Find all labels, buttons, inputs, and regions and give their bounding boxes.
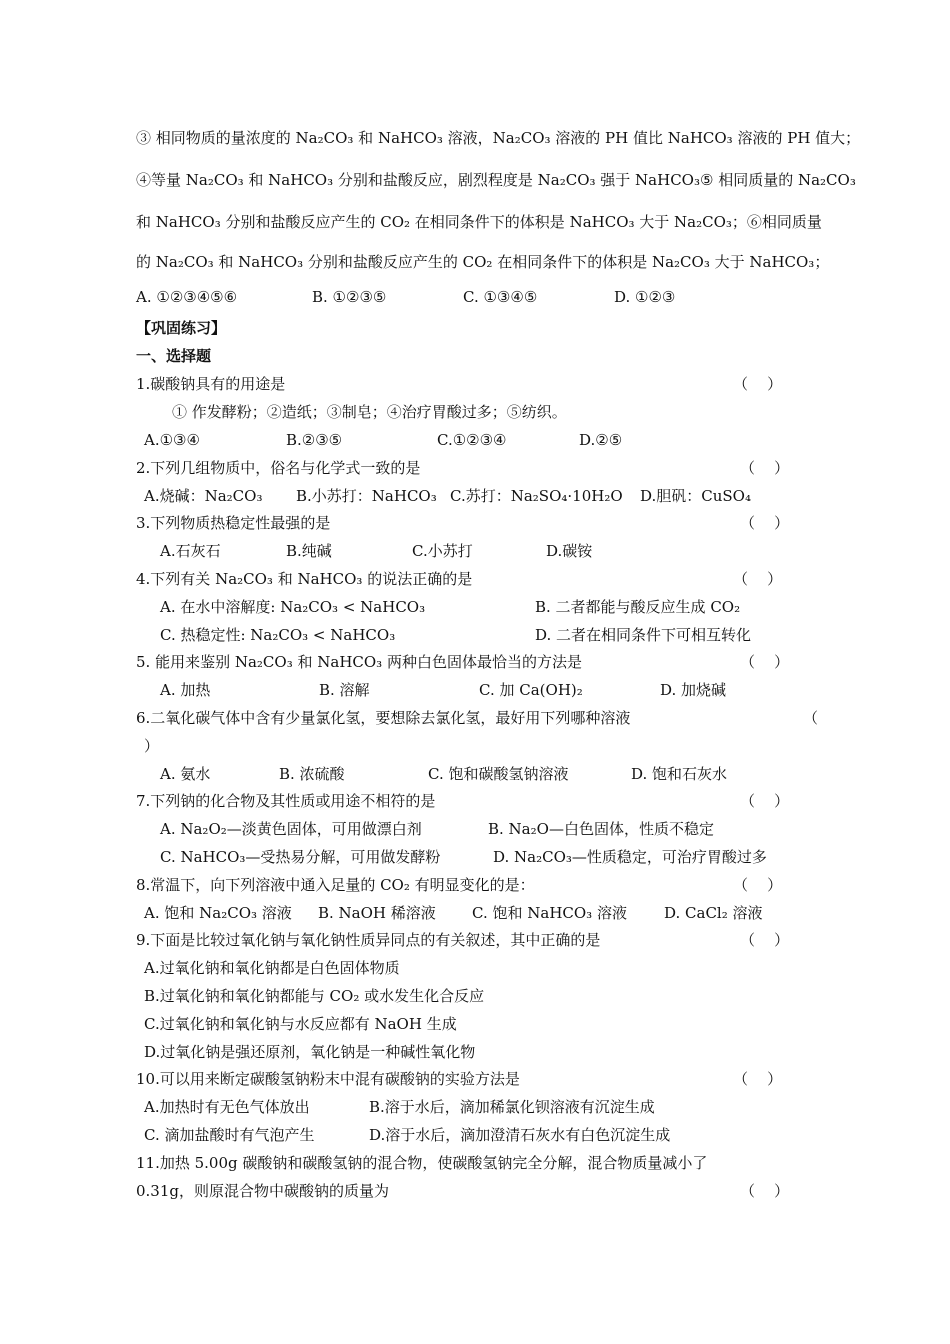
- q2-option-b: B.小苏打：NaHCO₃: [296, 487, 437, 505]
- q7-option-b: B. Na₂O—白色固体，性质不稳定: [488, 820, 714, 838]
- q3-option-d: D.碳铵: [546, 542, 593, 560]
- q3-option-a: A.石灰石: [160, 542, 221, 560]
- section-subtitle: 一、选择题: [136, 347, 212, 365]
- q7-option-a: A. Na₂O₂—淡黄色固体，可用做漂白剂: [160, 820, 422, 838]
- q6-option-c: C. 饱和碳酸氢钠溶液: [428, 765, 569, 783]
- q2-option-c: C.苏打：Na₂SO₄·10H₂O: [450, 487, 623, 505]
- q10-option-d: D.溶于水后，滴加澄清石灰水有白色沉淀生成: [369, 1126, 671, 1144]
- q8-answer-blank: （ ）: [733, 876, 783, 894]
- q4-option-d: D. 二者在相同条件下可相互转化: [535, 626, 752, 644]
- q8-option-b: B. NaOH 稀溶液: [318, 904, 436, 922]
- q5-option-a: A. 加热: [160, 681, 211, 699]
- q4-answer-blank: （ ）: [733, 570, 783, 588]
- q7-stem: 7.下列钠的化合物及其性质或用途不相符的是: [136, 792, 436, 810]
- q2-answer-blank: （ ）: [740, 459, 790, 477]
- q6-option-b: B. 浓硫酸: [279, 765, 345, 783]
- q2-option-d: D.胆矾：CuSO₄: [640, 487, 751, 505]
- q9-answer-blank: （ ）: [740, 931, 790, 949]
- q1-option-d: D.②⑤: [579, 431, 623, 449]
- q11-answer-blank: （ ）: [740, 1182, 790, 1200]
- q2-option-a: A.烧碱：Na₂CO₃: [144, 487, 263, 505]
- q5-option-b: B. 溶解: [319, 681, 370, 699]
- q4-stem: 4.下列有关 Na₂CO₃ 和 NaHCO₃ 的说法正确的是: [136, 570, 473, 588]
- q5-option-d: D. 加烧碱: [660, 681, 727, 699]
- q5-option-c: C. 加 Ca(OH)₂: [479, 681, 583, 699]
- q8-stem: 8.常温下，向下列溶液中通入足量的 CO₂ 有明显变化的是：: [136, 876, 535, 894]
- q9-option-d: D.过氧化钠是强还原剂，氧化钠是一种碱性氧化物: [144, 1043, 476, 1061]
- q10-option-b: B.溶于水后，滴加稀氯化钡溶液有沉淀生成: [369, 1098, 655, 1116]
- q7-answer-blank: （ ）: [740, 792, 790, 810]
- q10-option-a: A.加热时有无色气体放出: [144, 1098, 310, 1116]
- q5-stem: 5. 能用来鉴别 Na₂CO₃ 和 NaHCO₃ 两种白色固体最恰当的方法是: [136, 653, 582, 671]
- q3-option-b: B.纯碱: [286, 542, 332, 560]
- q8-option-a: A. 饱和 Na₂CO₃ 溶液: [144, 904, 292, 922]
- q10-stem: 10.可以用来断定碳酸氢钠粉末中混有碳酸钠的实验方法是: [136, 1070, 520, 1088]
- intro-option-d: D. ①②③: [614, 288, 676, 306]
- section-title: 【巩固练习】: [136, 319, 227, 337]
- q5-answer-blank: （ ）: [740, 653, 790, 671]
- q11-stem-line2: 0.31g，则原混合物中碳酸钠的质量为: [136, 1182, 390, 1200]
- q9-stem: 9.下面是比较过氧化钠与氧化钠性质异同点的有关叙述，其中正确的是: [136, 931, 601, 949]
- intro-option-a: A. ①②③④⑤⑥: [136, 288, 238, 306]
- q4-option-c: C. 热稳定性: Na₂CO₃ < NaHCO₃: [160, 626, 396, 644]
- q10-answer-blank: （ ）: [733, 1070, 783, 1088]
- q2-stem: 2.下列几组物质中，俗名与化学式一致的是: [136, 459, 421, 477]
- intro-line-3: 和 NaHCO₃ 分别和盐酸反应产生的 CO₂ 在相同条件下的体积是 NaHCO₃ 大于 Na₂CO₃；⑥相同质量: [136, 213, 822, 231]
- q4-option-b: B. 二者都能与酸反应生成 CO₂: [535, 598, 741, 616]
- q9-option-b: B.过氧化钠和氧化钠都能与 CO₂ 或水发生化合反应: [144, 987, 485, 1005]
- intro-line-1: ③ 相同物质的量浓度的 Na₂CO₃ 和 NaHCO₃ 溶液，Na₂CO₃ 溶液的 PH 值比 NaHCO₃ 溶液的 PH 值大；: [136, 129, 861, 147]
- intro-option-c: C. ①③④⑤: [463, 288, 538, 306]
- q9-option-c: C.过氧化钠和氧化钠与水反应都有 NaOH 生成: [144, 1015, 457, 1033]
- intro-line-4: 的 Na₂CO₃ 和 NaHCO₃ 分别和盐酸反应产生的 CO₂ 在相同条件下的体积是 Na₂CO₃ 大于 NaHCO₃；: [136, 253, 830, 271]
- q7-option-c: C. NaHCO₃—受热易分解，可用做发酵粉: [160, 848, 441, 866]
- intro-line-2: ④等量 Na₂CO₃ 和 NaHCO₃ 分别和盐酸反应，剧烈程度是 Na₂CO₃ 强于 NaHCO₃⑤ 相同质量的 Na₂CO₃: [136, 171, 856, 189]
- intro-option-b: B. ①②③⑤: [312, 288, 387, 306]
- q7-option-d: D. Na₂CO₃—性质稳定，可治疗胃酸过多: [493, 848, 767, 866]
- q6-option-d: D. 饱和石灰水: [631, 765, 728, 783]
- q3-option-c: C.小苏打: [412, 542, 473, 560]
- q1-note: ① 作发酵粉；②造纸；③制皂；④治疗胃酸过多；⑤纺织。: [172, 403, 567, 421]
- q11-stem-line1: 11.加热 5.00g 碳酸钠和碳酸氢钠的混合物，使碳酸氢钠完全分解，混合物质量减小了: [136, 1154, 708, 1172]
- q9-option-a: A.过氧化钠和氧化钠都是白色固体物质: [144, 959, 400, 977]
- q8-option-c: C. 饱和 NaHCO₃ 溶液: [472, 904, 627, 922]
- q1-option-a: A.①③④: [144, 431, 200, 449]
- q1-option-c: C.①②③④: [437, 431, 507, 449]
- q1-answer-blank: （ ）: [733, 375, 783, 393]
- q3-answer-blank: （ ）: [740, 514, 790, 532]
- q4-option-a: A. 在水中溶解度: Na₂CO₃ < NaHCO₃: [160, 598, 426, 616]
- q6-paren-open: （: [803, 709, 819, 727]
- q3-stem: 3.下列物质热稳定性最强的是: [136, 514, 331, 532]
- q6-stem: 6.二氧化碳气体中含有少量氯化氢，要想除去氯化氢，最好用下列哪种溶液: [136, 709, 631, 727]
- q8-option-d: D. CaCl₂ 溶液: [664, 904, 763, 922]
- q6-paren-close: ）: [144, 737, 160, 755]
- q1-option-b: B.②③⑤: [286, 431, 343, 449]
- q1-stem: 1.碳酸钠具有的用途是: [136, 375, 286, 393]
- q6-option-a: A. 氨水: [160, 765, 211, 783]
- q10-option-c: C. 滴加盐酸时有气泡产生: [144, 1126, 315, 1144]
